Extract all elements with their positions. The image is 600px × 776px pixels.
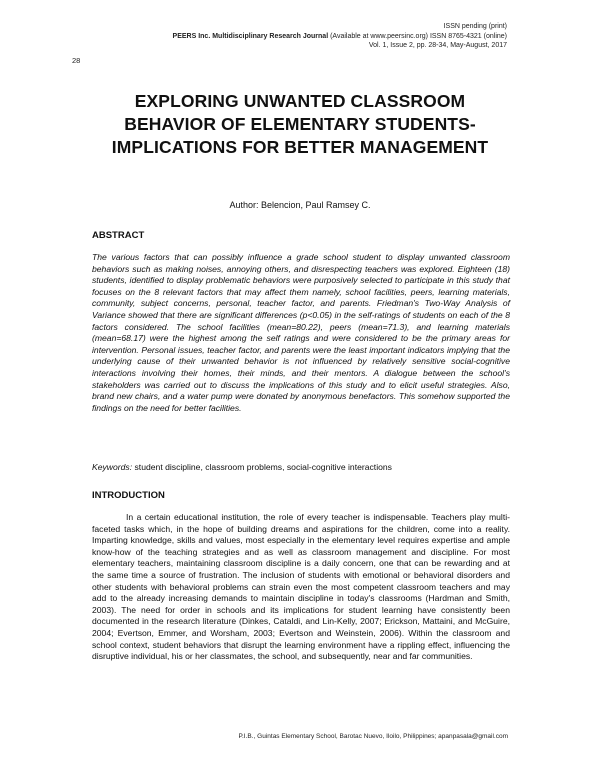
- abstract-heading: ABSTRACT: [92, 230, 145, 241]
- keywords-text: student discipline, classroom problems, social-cognitive interactions: [132, 462, 392, 472]
- introduction-heading: INTRODUCTION: [92, 490, 165, 501]
- page-number: 28: [72, 56, 81, 65]
- paper-title: EXPLORING UNWANTED CLASSROOM BEHAVIOR OF ELEMENTARY STUDENTS- IMPLICATIONS FOR BETTER MANAGEMENT: [111, 91, 489, 157]
- author-line: Author: Belencion, Paul Ramsey C.: [229, 200, 371, 210]
- journal-header: [87, 22, 507, 51]
- issn-print: ISSN pending (print): [443, 23, 507, 30]
- journal-name: PEERS Inc. Multidisciplinary Research Journal: [172, 32, 329, 40]
- journal-line: [87, 32, 507, 42]
- journal-availability: (Available at www.peersinc.org) ISSN 8765-4321 (online): [328, 32, 507, 40]
- abstract-text: The various factors that can possibly influence a grade school student to display unwanted classroom behaviors such as making noises, annoying others, and disrespecting teachers was explored. Eighteen (18) students, identified to display problematic behaviors were purposively selected to participate in this study that focuses on the 8 relevant factors that may affect them namely, school facilities, peers, learning materials, community, subject concerns, personal, teacher factor, and parents. Friedman's Two-Way Analysis of Variance showed that there are significant differences (p<0.05) in the self-ratings of students on each of the 8 factors considered. The school facilities (mean=80.22), peers (mean=71.3), and learning materials (mean=68.17) were the highest among the self ratings and were considered to be the primary areas for intervention. Personal issues, teacher factor, and parents were the least important indicators implying that the underlying cause of their unwanted behavior is not influenced by relatively sensitive social-cognitive interactions involving their homes, their minds, and their mentors. A dialogue between the school's stakeholders was carried out to discuss the implications of this study and to elicit useful strategies. Also, brand new chairs, and a water pump were donated by anonymous benefactors. This somehow supported the findings on the need for better facilities.: [92, 252, 510, 413]
- page-footer: P.I.B., Guintas Elementary School, Barotac Nuevo, Iloilo, Philippines; apanpasala@gmail.com: [238, 733, 508, 740]
- volume-info: Vol. 1, Issue 2, pp. 28-34, May-August, 2017: [368, 42, 507, 49]
- keywords: [92, 462, 510, 472]
- keywords-label: Keywords:: [92, 462, 133, 472]
- introduction-text: In a certain educational institution, the role of every teacher is indispensable. Teachers play multi-faceted tasks which, in the hope of building dreams and aspirations for the children, come into a reality. Imparting knowledge, skills and values, most especially in the elementary level requires expertise and ample know-how of the teaching strategies and as well as classroom management and discipline. For most elementary teachers, maintaining classroom discipline is a daily concern, one that can be rewarding and at the same time a source of frustration. The inclusion of students with emotional or behavioral disorders and other students with behavioral problems can strain even the most competent classroom teachers and may add to the already increasing demands to maintain discipline in today's classrooms (Hardman and Smith, 2003). The need for order in schools and its implications for student learning have consistently been documented in the research literature (Dinkes, Cataldi, and Lin-Kelly, 2007; Erickson, Mattaini, and McGuire, 2004; Evertson, Emmer, and Worsham, 2003; Evertson and Weinstein, 2006). Within the classroom and school context, student behaviors that disrupt the learning environment have a rippling effect, influencing the disruptive individual, his or her classmates, the school, and subsequently, near and far communities.: [92, 512, 510, 662]
